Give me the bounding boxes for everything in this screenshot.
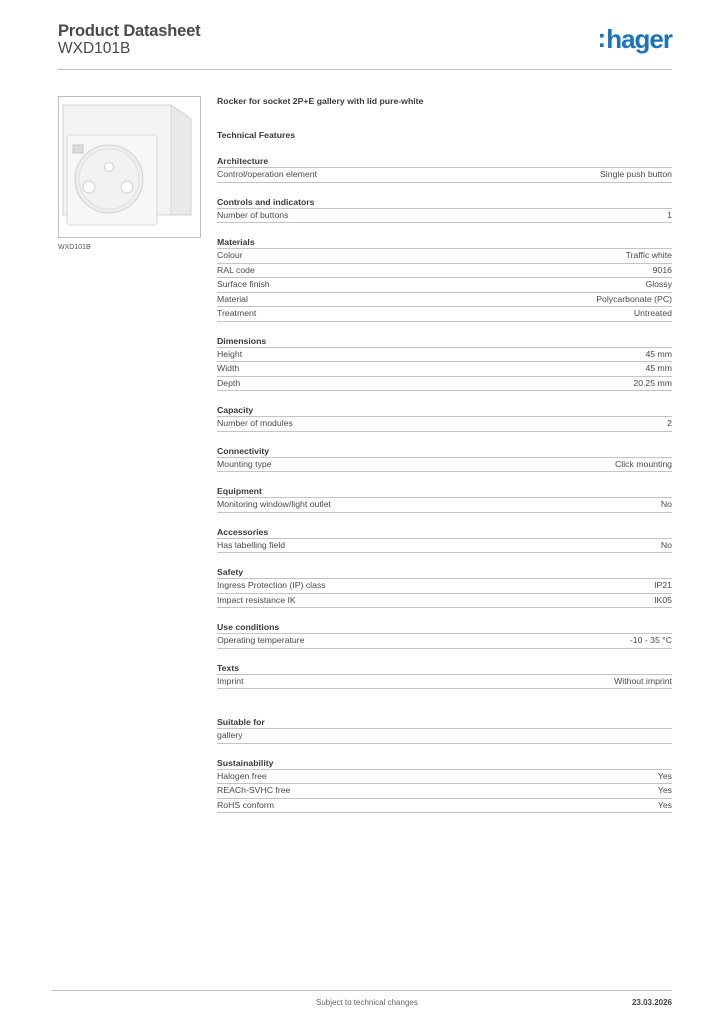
feature-label: Width [217, 363, 240, 373]
document-title: Product Datasheet [58, 22, 201, 40]
section-title: Texts [217, 663, 672, 675]
section-title: Sustainability [217, 758, 672, 770]
feature-value: Yes [657, 799, 672, 810]
feature-row [217, 348, 672, 363]
section-title: Architecture [217, 156, 672, 168]
section-architecture [217, 156, 672, 183]
technical-features-heading: Technical Features [217, 130, 296, 140]
feature-value: 20.25 mm [633, 377, 672, 388]
section-dimensions [217, 336, 672, 392]
feature-value: 2 [667, 418, 672, 428]
page-header [58, 20, 672, 70]
feature-label: Surface finish [217, 279, 270, 289]
section-title: Accessories [217, 527, 672, 539]
feature-value: Untreated [633, 308, 672, 318]
hager-logo [598, 24, 672, 55]
logo-colon: : [597, 23, 606, 53]
feature-label: Number of modules [217, 418, 293, 428]
product-code: WXD101B [58, 40, 131, 57]
feature-label: Material [217, 293, 248, 304]
feature-value: 45 mm [645, 348, 672, 359]
feature-row [217, 770, 672, 785]
feature-value: No [660, 499, 672, 509]
feature-row [217, 278, 672, 293]
feature-row [217, 417, 672, 432]
feature-value: Yes [657, 770, 672, 781]
feature-label: Ingress Protection (IP) class [217, 580, 326, 590]
section-title: Equipment [217, 486, 672, 498]
feature-label: RAL code [217, 264, 255, 275]
feature-row [217, 249, 672, 264]
feature-value: Traffic white [625, 250, 672, 260]
feature-value: Without imprint [614, 675, 672, 686]
feature-row [217, 498, 672, 513]
feature-value: Click mounting [615, 458, 672, 469]
feature-label: Height [217, 348, 243, 359]
feature-label: Monitoring window/light outlet [217, 499, 331, 509]
feature-label: Halogen free [217, 770, 267, 781]
feature-sections [217, 156, 672, 813]
footer-note: Subject to technical changes [316, 998, 418, 1007]
feature-value: Yes [657, 785, 672, 795]
feature-value: No [660, 539, 672, 550]
feature-value: IP21 [654, 580, 672, 590]
feature-value: IK05 [654, 594, 672, 605]
feature-value: 1 [667, 209, 672, 220]
section-title: Connectivity [217, 446, 672, 458]
section-title: Safety [217, 567, 672, 579]
datasheet-content [217, 96, 672, 813]
feature-label: Mounting type [217, 458, 272, 469]
feature-label: Control/operation element [217, 169, 317, 179]
section-title: Use conditions [217, 622, 672, 634]
section-title: Suitable for [217, 717, 672, 729]
feature-value: Glossy [645, 279, 672, 289]
feature-label: REACh-SVHC free [217, 785, 291, 795]
feature-label: gallery [217, 730, 243, 740]
feature-row [217, 539, 672, 554]
feature-row [217, 729, 672, 744]
section-accessories [217, 527, 672, 554]
feature-label: Imprint [217, 675, 244, 686]
product-image [58, 96, 201, 238]
logo-text: hager [606, 24, 672, 54]
socket-illustration [59, 97, 200, 237]
feature-label: Depth [217, 377, 241, 388]
feature-row [217, 307, 672, 322]
feature-label: Has labelling field [217, 539, 286, 550]
feature-label: Operating temperature [217, 635, 305, 645]
section-title: Materials [217, 237, 672, 249]
feature-row [217, 634, 672, 649]
section-equipment [217, 486, 672, 513]
feature-label: Treatment [217, 308, 257, 318]
feature-row [217, 799, 672, 814]
image-caption: WXD101B [58, 244, 91, 251]
feature-value: 9016 [652, 264, 672, 275]
feature-row [217, 264, 672, 279]
feature-row [217, 579, 672, 594]
feature-label: Colour [217, 250, 243, 260]
section-controls-and-indicators [217, 197, 672, 224]
feature-row [217, 168, 672, 183]
feature-row [217, 594, 672, 609]
feature-row [217, 293, 672, 308]
footer-date: 23.03.2026 [631, 998, 672, 1007]
feature-row [217, 209, 672, 224]
section-title: Controls and indicators [217, 197, 672, 209]
feature-row [217, 458, 672, 473]
section-sustainability [217, 758, 672, 814]
section-texts [217, 663, 672, 690]
feature-label: Number of buttons [217, 209, 289, 220]
section-materials [217, 237, 672, 322]
section-safety [217, 567, 672, 608]
section-connectivity [217, 446, 672, 473]
feature-label: Impact resistance IK [217, 594, 296, 605]
feature-value: Polycarbonate (PC) [596, 293, 672, 304]
feature-value: 45 mm [645, 363, 672, 373]
feature-row [217, 362, 672, 377]
section-title: Dimensions [217, 336, 672, 348]
section-title: Capacity [217, 405, 672, 417]
feature-row [217, 784, 672, 799]
section-capacity [217, 405, 672, 432]
footer-divider [52, 990, 672, 991]
feature-value: -10 - 35 °C [629, 635, 672, 645]
section-use-conditions [217, 622, 672, 649]
feature-label: RoHS conform [217, 799, 274, 810]
product-description: Rocker for socket 2P+E gallery with lid pure-white [217, 96, 424, 106]
feature-row [217, 675, 672, 690]
feature-value: Single push button [600, 169, 672, 179]
section-suitable-for [217, 717, 672, 744]
feature-row [217, 377, 672, 392]
